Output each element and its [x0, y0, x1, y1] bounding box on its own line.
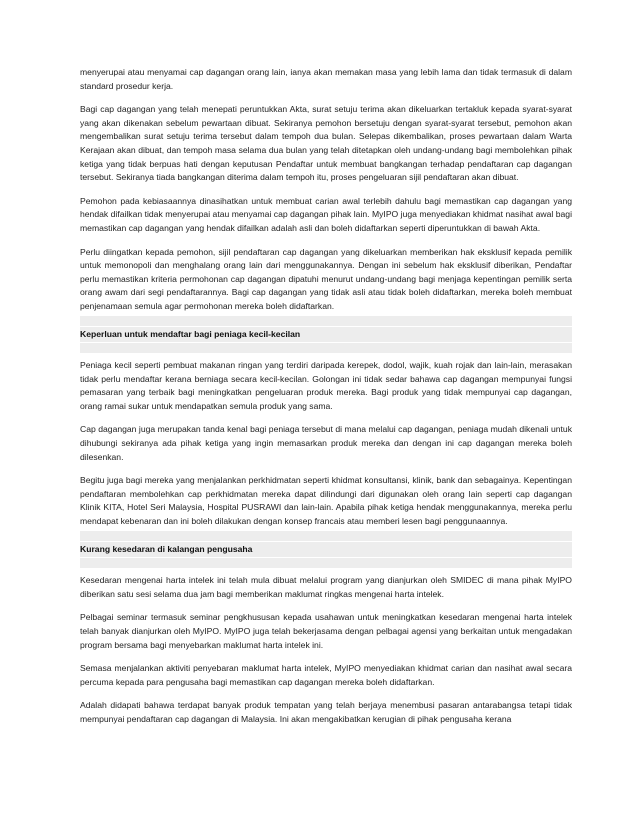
section2-paragraph-2: Pelbagai seminar termasuk seminar pengkhususan kepada usahawan untuk meningkatkan kesedaran mengenai harta intelek telah banyak dianjurkan oleh MyIPO. MyIPO juga telah bekerjasama dengan pelbagai agensi yang berkaitan untuk mengadakan program bersama bagi menyebarkan maklumat harta intelek ini.: [80, 612, 572, 650]
section-spacer: [80, 316, 572, 326]
section-spacer: [80, 531, 572, 541]
section2-paragraph-4: Adalah didapati bahawa terdapat banyak produk tempatan yang telah berjaya menembusi pasaran antarabangsa tetapi tidak mempunyai pendaftaran cap dagangan di Malaysia. Ini akan mengakibatkan kerugian di pihak pengusaha kerana: [80, 700, 572, 724]
intro-paragraph-1: menyerupai atau menyamai cap dagangan orang lain, ianya akan memakan masa yang lebih lama dan tidak termasuk di dalam standard prosedur kerja.: [80, 67, 572, 91]
section-heading-kesedaran: Kurang kesedaran di kalangan pengusaha: [80, 542, 572, 558]
section-spacer: [80, 343, 572, 353]
intro-paragraph-4: Perlu diingatkan kepada pemohon, sijil pendaftaran cap dagangan yang dikeluarkan memberikan hak eksklusif kepada pemilik untuk memonopoli dan menghalang orang lain dari menggunakannya. Dengan ini sebelum hak eksklusif diberikan, Pendaftar perlu memastikan kriteria permohonan cap dagangan dipatuhi menurut undang-undang bagi menjaga kepentingan pemilik serta orang awam dari segi pendaftarannya. Bagi cap dagangan yang tidak asli atau tidak boleh didaftarkan, mereka boleh membuat penjenamaan semula agar permohonan mereka boleh didaftarkan.: [80, 246, 572, 311]
intro-paragraph-2: Bagi cap dagangan yang telah menepati peruntukkan Akta, surat setuju terima akan dikeluarkan tertakluk kepada syarat-syarat yang akan dikenakan sebelum pewartaan dibuat. Sekiranya pemohon bersetuju dengan syarat-syarat tersebut, pemohon akan mengembalikan surat setuju terima tersebut dalam tempoh dua bulan. Selepas dikembalikan, proses pewartaan dalam Warta Kerajaan akan dibuat, dan tempoh masa selama dua bulan yang telah ditetapkan oleh undang-undang bagi membolehkan pihak ketiga yang tidak berpuas hati dengan keputusan Pendaftar untuk membuat bangkangan terhadap pendaftaran cap dagangan tersebut. Sekiranya tiada bangkangan diterima dalam tempoh itu, proses pengeluaran sijil pendaftaran akan dibuat.: [80, 104, 572, 183]
section1-paragraph-3: Begitu juga bagi mereka yang menjalankan perkhidmatan seperti khidmat konsultansi, klinik, bank dan sebagainya. Kepentingan pendaftaran membolehkan cap perkhidmatan mereka dapat dilindungi dari digunakan oleh orang lain seperti cap dagangan Klinik KITA, Hotel Seri Malaysia, Hospital PUSRAWI dan lain-lain. Apabila pihak ketiga hendak menggunakannya, mereka perlu mendapat kebenaran dan ini boleh dilakukan dengan konsep francais atau memberi lesen bagi penggunaannya.: [80, 475, 572, 527]
document-page: [80, 66, 572, 737]
section1-paragraph-1: Peniaga kecil seperti pembuat makanan ringan yang terdiri daripada kerepek, dodol, wajik, kuah rojak dan lain-lain, merasakan tidak perlu mendaftar kerana berniaga secara kecil-kecilan. Golongan ini tidak sedar bahawa cap dagangan mempunyai fungsi pemasaran yang terbaik bagi meningkatkan pengeluaran produk mereka. Bagi produk yang tidak mempunyai cap dagangan, orang ramai sukar untuk mendapatkan semula produk yang sama.: [80, 360, 572, 411]
section-spacer: [80, 558, 572, 568]
section2-paragraph-1: Kesedaran mengenai harta intelek ini telah mula dibuat melalui program yang dianjurkan oleh SMIDEC di mana pihak MyIPO diberikan satu sesi selama dua jam bagi memberikan maklumat ringkas mengenai harta intelek.: [80, 575, 572, 599]
section1-paragraph-2: Cap dagangan juga merupakan tanda kenal bagi peniaga tersebut di mana melalui cap dagangan, peniaga mudah dikenali untuk dihubungi sekiranya ada pihak ketiga yang ingin memasarkan produk mereka dan dengan ini cap dagangan mereka boleh dilesenkan.: [80, 424, 572, 462]
section2-paragraph-3: Semasa menjalankan aktiviti penyebaran maklumat harta intelek, MyIPO menyediakan khidmat carian dan nasihat awal secara percuma kepada para pengusaha bagi memastikan cap dagangan mereka boleh didaftarkan.: [80, 663, 572, 687]
section-heading-peniaga-kecil: Keperluan untuk mendaftar bagi peniaga kecil-kecilan: [80, 327, 572, 343]
intro-paragraph-3: Pemohon pada kebiasaannya dinasihatkan untuk membuat carian awal terlebih dahulu bagi memastikan cap dagangan yang hendak difailkan tidak menyerupai atau menyamai cap dagangan pihak lain. MyIPO juga menyediakan khidmat nasihat awal bagi memastikan cap dagangan yang hendak difailkan adalah asli dan boleh didaftarkan seperti diperuntukkan di bawah Akta.: [80, 195, 572, 233]
